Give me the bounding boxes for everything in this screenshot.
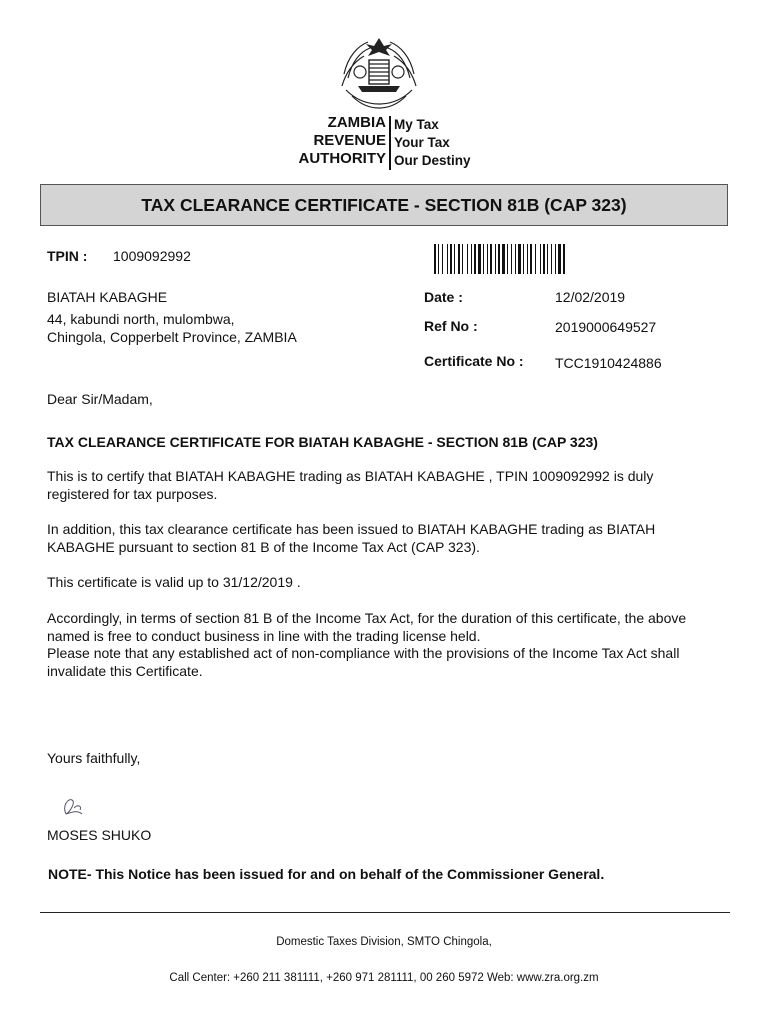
address-line: 44, kabundi north, mulombwa, [47,311,235,327]
motto-line: Our Destiny [394,153,471,168]
salutation: Dear Sir/Madam, [47,391,153,407]
organization-name [286,114,386,168]
org-line: REVENUE [313,132,386,149]
barcode [434,244,686,274]
org-divider [389,116,391,170]
date-value: 12/02/2019 [555,289,626,305]
date-label: Date : [424,289,463,305]
paragraph-validity: This certificate is valid up to 31/12/2019 . [47,574,301,590]
paragraph-issuance: In addition, this tax clearance certificate has been issued to BIATAH KABAGHE trading as BIATAH KABAGHE pursuant to section 81 B of the Income Tax Act (CAP 323). [47,521,656,555]
certificate-number-value: TCC1910424886 [555,355,662,371]
address-line: Chingola, Copperbelt Province, ZAMBIA [47,329,297,345]
closing: Yours faithfully, [47,750,141,766]
org-line: ZAMBIA [327,114,386,131]
signatory-name: MOSES SHUKO [47,827,152,843]
paragraph-conduct: Accordingly, in terms of section 81 B of the Income Tax Act, for the duration of this certificate, the above named is free to conduct business in line with the trading license held. [47,610,687,644]
certificate-title: TAX CLEARANCE CERTIFICATE - SECTION 81B (CAP 323) [40,184,728,226]
body-heading: TAX CLEARANCE CERTIFICATE FOR BIATAH KABAGHE - SECTION 81B (CAP 323) [47,434,598,450]
tpin-value: 1009092992 [113,248,191,264]
signature [52,792,96,820]
commissioner-note: NOTE- This Notice has been issued for and on behalf of the Commissioner General. [48,866,605,882]
motto-line: My Tax [394,117,439,132]
certificate-number-label: Certificate No : [424,353,524,369]
motto [394,116,471,170]
org-line: AUTHORITY [298,150,386,167]
tpin-label: TPIN : [47,248,88,264]
ref-label: Ref No : [424,318,478,334]
coat-of-arms-icon [338,34,420,112]
paragraph-compliance: Please note that any established act of non-compliance with the provisions of the Income Tax Act shall invalidate this Certificate. [47,645,680,679]
footer-contact: Call Center: +260 211 381111, +260 971 281111, 00 260 5972 Web: www.zra.org.zm [169,972,599,984]
addressee-name: BIATAH KABAGHE [47,289,168,305]
footer-division: Domestic Taxes Division, SMTO Chingola, [276,936,492,948]
motto-line: Your Tax [394,135,450,150]
paragraph-registration: This is to certify that BIATAH KABAGHE trading as BIATAH KABAGHE , TPIN 1009092992 is duly registered for tax purposes. [47,468,654,502]
footer-divider [40,912,730,913]
ref-value: 2019000649527 [555,319,657,335]
